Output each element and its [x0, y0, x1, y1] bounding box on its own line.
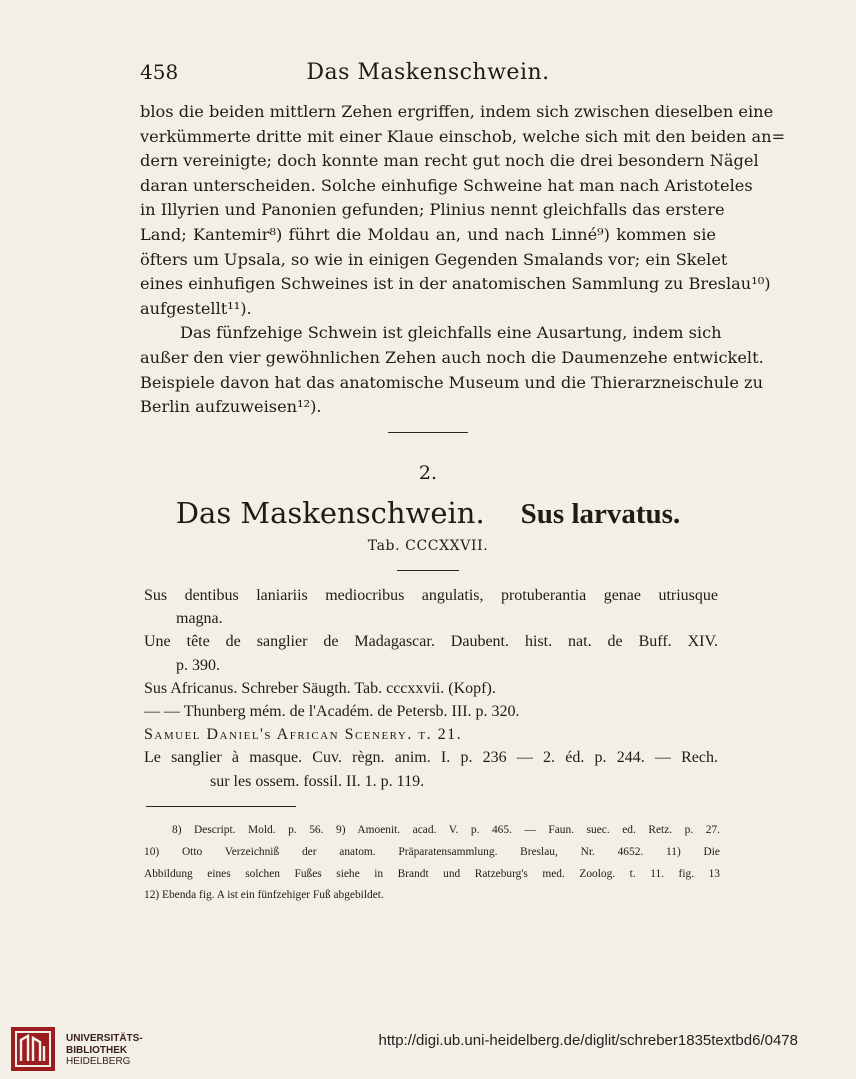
reference-line: — — Thunberg mém. de l'Académ. de Petersb. III. p. 320. [144, 703, 520, 721]
section-number: 2. [418, 462, 438, 484]
text-line: Land; Kantemir⁸) führt die Moldau an, und nach Linné⁹) kommen sie [140, 224, 716, 244]
body-text [140, 100, 786, 420]
text-line: Berlin aufzuweisen¹²). [140, 397, 322, 417]
text-line: verkümmerte dritte mit einer Klaue einschob, welche sich mit den beiden an= [140, 126, 786, 146]
section-title [0, 496, 856, 531]
source-url[interactable]: http://digi.ub.uni-heidelberg.de/diglit/schreber1835textbd6/0478 [378, 1032, 798, 1049]
text-line: öfters um Upsala, so wie in einigen Gegenden Smalands vor; ein Skelet [140, 249, 728, 269]
footnote-divider [146, 806, 296, 807]
footnote-line: 8) Descript. Mold. p. 56. 9) Amoenit. acad. V. p. 465. — Faun. suec. ed. Retz. p. 27. [172, 824, 720, 836]
running-title: Das Maskenschwein. [306, 60, 550, 85]
text-line: dern vereinigte; doch konnte man recht gut noch die drei besondern Nägel [140, 151, 759, 171]
text-line: aufgestellt¹¹). [140, 298, 252, 318]
running-head [140, 60, 716, 90]
footnotes [144, 820, 720, 907]
heidelberg-library-logo-icon [10, 1026, 56, 1072]
text-line: außer den vier gewöhnlichen Zehen auch noch die Daumenzehe entwickelt. [140, 347, 764, 367]
library-name-line: HEIDELBERG [66, 1056, 131, 1067]
footnote-line: 10) Otto Verzeichniß der anatom. Präparatensammlung. Breslau, Nr. 4652. 11) Die [144, 845, 720, 858]
reference-line: Sus Africanus. Schreber Säugth. Tab. cccxxvii. (Kopf). [144, 679, 496, 697]
text-line: daran unterscheiden. Solche einhufige Schweine hat man nach Aristoteles [140, 175, 753, 195]
library-name-line: BIBLIOTHEK [66, 1044, 128, 1056]
text-line: blos die beiden mittlern Zehen ergriffen, indem sich zwischen dieselben eine [140, 102, 774, 121]
reference-line: Samuel Daniel's African Scenery. t. 21. [144, 726, 463, 744]
intro-paragraph [140, 100, 786, 321]
footnote-line: Abbildung eines solchen Fußes siehe in Brandt und Ratzeburg's med. Zoolog. t. 11. fig. 13 [144, 867, 720, 880]
reference-line: Le sanglier à masque. Cuv. règn. anim. I. p. 236 — 2. éd. p. 244. — Rech. [144, 749, 718, 767]
title-divider [397, 570, 459, 571]
reference-line: magna. [176, 610, 223, 628]
text-line: Beispiele davon hat das anatomische Museum und die Thierarzneischule zu [140, 372, 764, 392]
section-divider [388, 432, 468, 433]
reference-line: p. 390. [176, 656, 220, 674]
synonymy-references [144, 584, 718, 793]
reference-line: sur les ossem. fossil. II. 1. p. 119. [210, 772, 425, 790]
section-title-german: Das Maskenschwein. [175, 496, 485, 530]
library-name-line: UNIVERSITÄTS- [66, 1033, 143, 1044]
text-line: eines einhufigen Schweines ist in der anatomischen Sammlung zu Breslau¹⁰) [140, 274, 771, 294]
page-number: 458 [140, 60, 179, 84]
reference-line: Sus dentibus laniariis mediocribus angulatis, protuberantia genae utriusque [144, 587, 718, 604]
five-toed-paragraph [140, 321, 764, 419]
text-line: Das fünfzehige Schwein ist gleichfalls eine Ausartung, indem sich [180, 323, 722, 343]
text-line: in Illyrien und Panonien gefunden; Plinius nennt gleichfalls das erstere [140, 200, 725, 220]
reference-line: Une tête de sanglier de Madagascar. Daubent. hist. nat. de Buff. XIV. [144, 633, 718, 651]
plate-reference: Tab. CCCXXVII. [367, 538, 489, 554]
footnote-line: 12) Ebenda fig. A ist ein fünfzehiger Fuß abgebildet. [144, 889, 384, 902]
library-name [66, 1033, 143, 1068]
section-title-latin: Sus larvatus. [520, 498, 681, 530]
